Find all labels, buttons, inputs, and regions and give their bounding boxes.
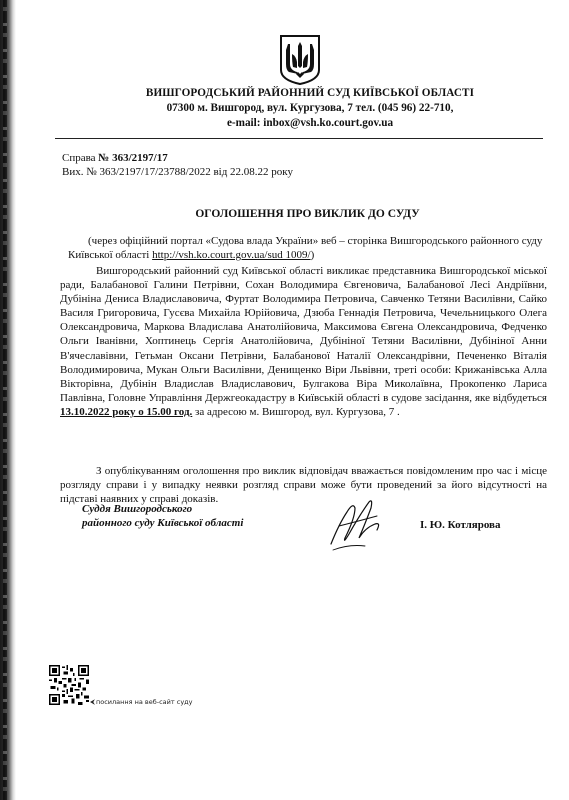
notice-paragraph: З опублікуванням оголошення про виклик відповідач вважається повідомленим про час і місце розгляду справи і у випадку неявки розгляд справи може бути проведений за його відсутності на підставі наявних у справі доказів. (60, 465, 547, 506)
document-title: ОГОЛОШЕННЯ ПРО ВИКЛИК ДО СУДУ (195, 208, 420, 220)
qr-code-icon[interactable] (49, 665, 89, 705)
judge-title (82, 502, 243, 530)
outgoing-number: Вих. № 363/2197/17/23788/2022 від 22.08.22 року (62, 166, 293, 178)
summons-text: Вишгородський районний суд Київської області викликає представника Вишгородської міської ради, Балабанової Галини Петрівни, Сохан Володимира Євгеновича, Балабанової Лесі Андріївни, Дубініна Дениса Владиславовича, Фуртат Володимира Петровича, Савченко Тетяни Василівни, Сайко Василя Григоровича, Гусєва Михайла Юрійовича, Дзюба Геннадія Петровича, Чечельницького Олега Олександровича, Маркова Владислава Анатолійовича, Максимова Євгена Олександровича, Федченко Ольги Іванівни, Хоптинець Сергія Анатолійовича, Дубініної Тетяни Василівни, Дубініної Анни В'ячеславівни, Гетьман Оксани Петрівни, Балабанової Наталії Олександрівни, Печененко Віталія Володимировича, Мукан Ольги Василівни, Денищенко Віри Львівни, треті особи: Крижанівська Алла Вікторівна, Дубінін Владислав Владиславович, Булгакова Віра Миколаївна, Прокопенко Лариса Павлівна, Головне Управління Держгеокадастру в Київській області в судове засідання, яке відбудеться (60, 265, 547, 404)
case-label: Справа (62, 152, 96, 164)
case-number-line (62, 151, 168, 165)
judge-name: І. Ю. Котлярова (420, 519, 501, 531)
hearing-address: за адресою м. Вишгород, вул. Кургузова, 7 . (192, 405, 400, 418)
handwritten-signature (325, 494, 385, 552)
summons-paragraph (60, 264, 547, 419)
court-email: e-mail: inbox@vsh.ko.court.gov.ua (226, 117, 394, 129)
qr-caption-text: посилання на веб-сайт суду (95, 698, 193, 706)
qr-caption (90, 698, 193, 707)
judge-title-line1: Суддя Вишгородського (82, 503, 193, 515)
judge-title-line2: районного суду Київської області (82, 517, 244, 529)
court-website-link[interactable]: http://vsh.ko.court.gov.ua/sud 1009/ (152, 249, 311, 261)
hearing-date: 13.10.2022 року о 15.00 год. (60, 405, 193, 418)
publication-note-text: (через офіційний портал «Судова влада України» веб – сторінка Вишгородського районного суду Київської області (68, 235, 543, 261)
header-divider (55, 138, 543, 139)
publication-note-end: ) (310, 249, 315, 261)
court-address: 07300 м. Вишгород, вул. Кургузова, 7 тел. (045 96) 22-710, (166, 102, 454, 114)
court-name: ВИШГОРОДСЬКИЙ РАЙОННИЙ СУД КИЇВСЬКОЇ ОБЛАСТІ (145, 87, 475, 99)
case-number: № 363/2197/17 (98, 152, 168, 164)
scan-edge (0, 0, 16, 800)
arrow-icon: ⮜ (90, 698, 95, 706)
trident-emblem-icon (279, 34, 321, 86)
publication-note (68, 234, 548, 262)
